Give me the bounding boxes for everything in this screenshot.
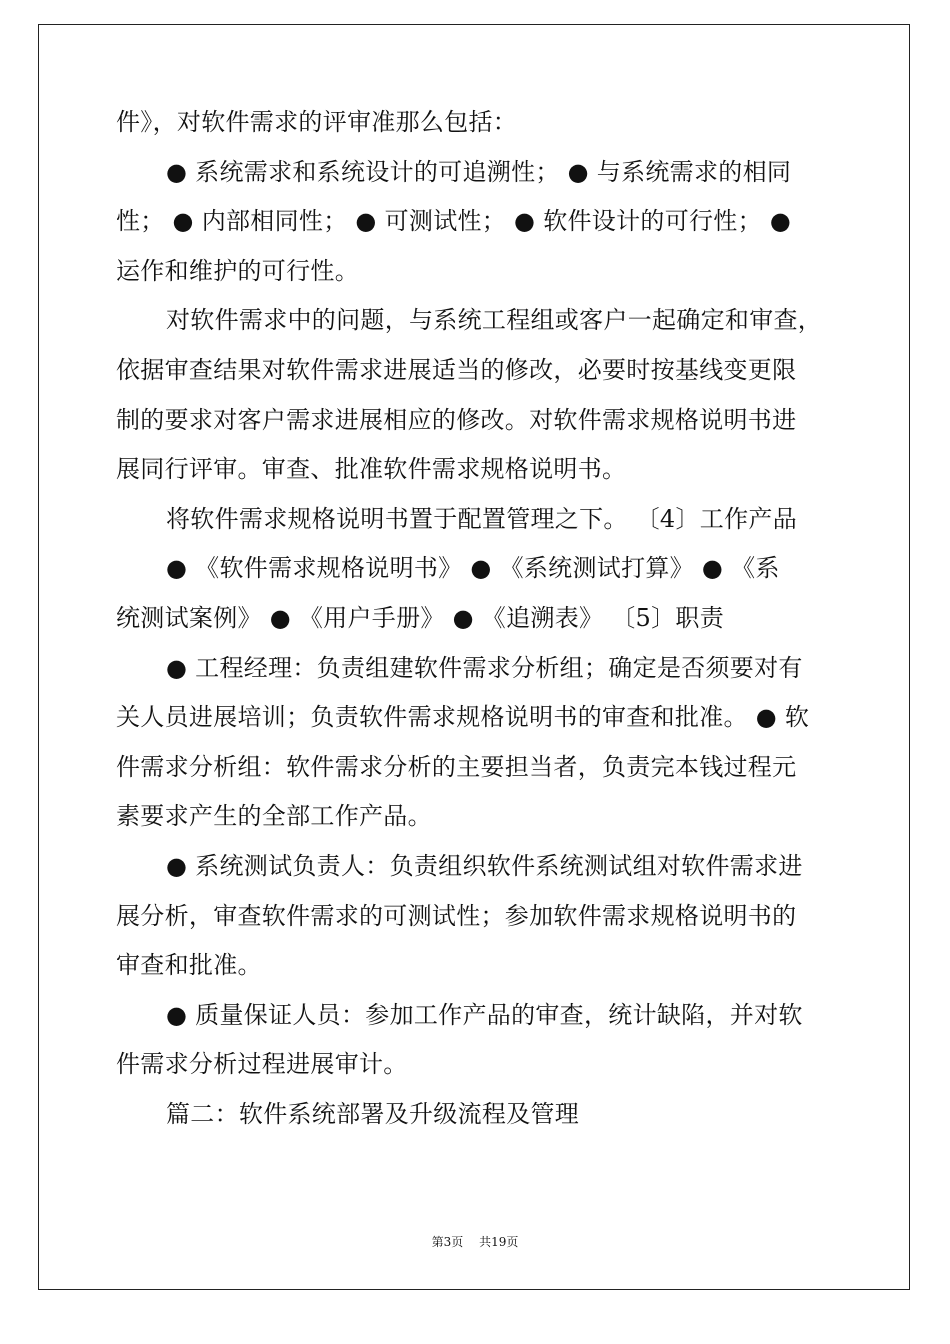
- text-line: 展同行评审。审查、批准软件需求规格说明书。: [116, 455, 627, 484]
- section-heading: 篇二：软件系统部署及升级流程及管理: [166, 1099, 580, 1128]
- text-line: ● 工程经理：负责组建软件需求分析组；确定是否须要对有: [166, 653, 803, 682]
- text-line: ● 质量保证人员：参加工作产品的审查，统计缺陷，并对软: [166, 1000, 803, 1029]
- text-line: 关人员进展培训；负责软件需求规格说明书的审查和批准。 ● 软: [116, 703, 810, 732]
- page-number: 第3页: [431, 1235, 464, 1249]
- text-line: 审查和批准。: [116, 951, 262, 980]
- text-line: 运作和维护的可行性。: [116, 256, 359, 285]
- text-line: ● 系统需求和系统设计的可追溯性； ● 与系统需求的相同: [166, 157, 792, 186]
- text-line: 将软件需求规格说明书置于配置管理之下。 〔4〕工作产品: [166, 504, 797, 533]
- text-line: 件》，对软件需求的评审准那么包括：: [116, 108, 518, 136]
- document-body: [116, 98, 846, 1139]
- page-total: 共19页: [479, 1235, 519, 1249]
- text-line: 对软件需求中的问题，与系统工程组或客户一起确定和审查，: [166, 306, 823, 335]
- text-line: ● 系统测试负责人：负责组织软件系统测试组对软件需求进: [166, 851, 803, 880]
- text-line: 件需求分析过程进展审计。: [116, 1050, 408, 1079]
- text-line: 性； ● 内部相同性； ● 可测试性； ● 软件设计的可行性； ●: [116, 207, 792, 236]
- text-line: 素要求产生的全部工作产品。: [116, 802, 432, 831]
- text-line: ● 《软件需求规格说明书》 ● 《系统测试打算》 ● 《系: [166, 554, 780, 583]
- text-line: 统测试案例》 ● 《用户手册》 ● 《追溯表》 〔5〕职责: [116, 603, 724, 632]
- text-line: 制的要求对客户需求进展相应的修改。对软件需求规格说明书进: [116, 405, 797, 434]
- text-line: 依据审查结果对软件需求进展适当的修改，必要时按基线变更限: [116, 355, 797, 384]
- page-footer: [0, 1233, 950, 1250]
- text-line: 展分析，审查软件需求的可测试性；参加软件需求规格说明书的: [116, 901, 797, 930]
- text-line: 件需求分析组：软件需求分析的主要担当者，负责完本钱过程元: [116, 752, 797, 781]
